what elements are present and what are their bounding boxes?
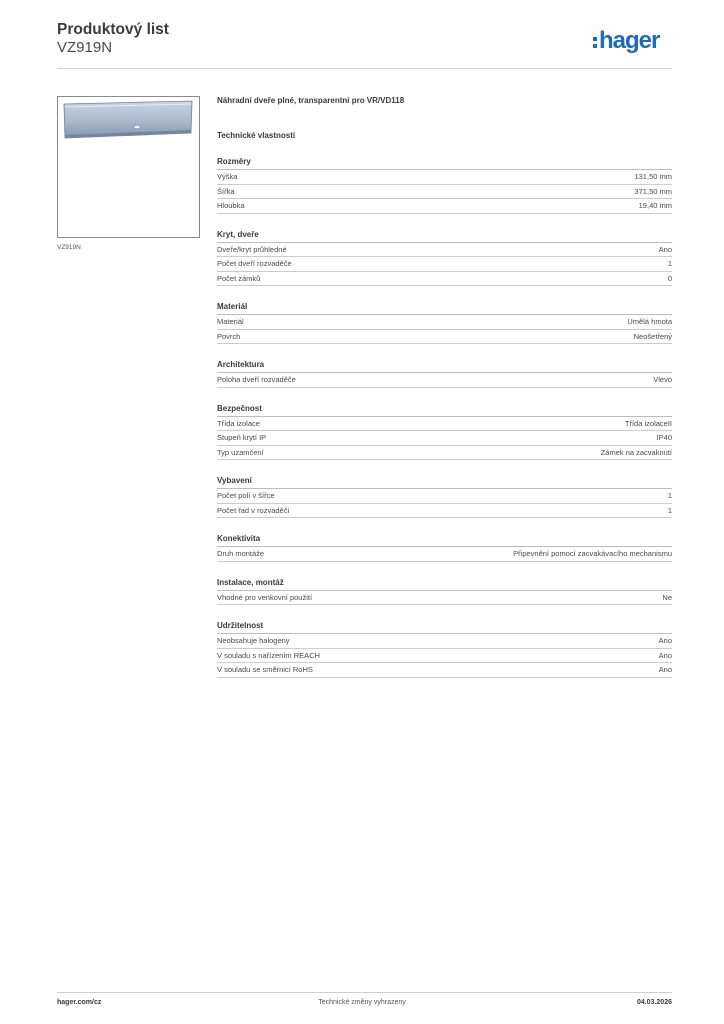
- spec-group-title: Kryt, dveře: [217, 229, 672, 243]
- spec-value: IP40: [656, 433, 672, 443]
- spec-value: Připevnění pomocí zacvakávacího mechanismu: [513, 549, 672, 559]
- spec-group: [217, 301, 672, 344]
- spec-group: [217, 533, 672, 562]
- spec-label: Vhodné pro venkovní použití: [217, 592, 313, 602]
- spec-row: [217, 547, 672, 562]
- spec-row: [217, 663, 672, 678]
- spec-value: Neošetřený: [633, 331, 672, 341]
- spec-group: [217, 620, 672, 678]
- spec-value: 19,40 mm: [638, 201, 672, 211]
- page-title: Produktový list: [57, 21, 169, 38]
- spec-value: Ano: [658, 650, 672, 660]
- spec-row: [217, 199, 672, 214]
- header-divider: [57, 68, 672, 69]
- spec-label: Počet dveří rozvaděče: [217, 259, 292, 269]
- spec-group: [217, 403, 672, 461]
- spec-group-title: Instalace, montáž: [217, 577, 672, 591]
- specs-heading: Technické vlastnosti: [217, 131, 296, 140]
- spec-group-title: Rozměry: [217, 156, 672, 170]
- spec-label: Počet řad v rozvaděči: [217, 505, 290, 515]
- spec-row: [217, 446, 672, 461]
- spec-value: Ne: [662, 592, 672, 602]
- spec-value: 0: [667, 273, 672, 283]
- spec-value: 371,50 mm: [634, 186, 672, 196]
- spec-group-title: Architektura: [217, 359, 672, 373]
- footer-date: 04.03.2026: [636, 999, 672, 1006]
- spec-label: Výška: [217, 172, 238, 182]
- product-code: VZ919N: [57, 39, 113, 56]
- spec-row: [217, 431, 672, 446]
- spec-row: [217, 257, 672, 272]
- spec-label: V souladu se směrnicí RoHS: [217, 665, 313, 675]
- spec-value: 1: [667, 259, 672, 269]
- spec-group-title: Bezpečnost: [217, 403, 672, 417]
- footer-notice: Technické změny vyhrazeny: [318, 999, 406, 1006]
- spec-group: [217, 475, 672, 518]
- spec-group: [217, 359, 672, 388]
- spec-group: [217, 156, 672, 214]
- spec-row: [217, 185, 672, 200]
- spec-value: Vlevo: [653, 375, 672, 385]
- spec-label: Počet zámků: [217, 273, 261, 283]
- spec-group: [217, 229, 672, 287]
- spec-label: Typ uzamčení: [217, 447, 264, 457]
- product-door-illustration: [58, 97, 199, 237]
- footer-divider: [57, 992, 672, 993]
- image-caption: VZ919N: [57, 244, 81, 251]
- spec-row: [217, 634, 672, 649]
- spec-value: Ano: [658, 665, 672, 675]
- spec-group-title: Vybavení: [217, 475, 672, 489]
- spec-label: Hloubka: [217, 201, 245, 211]
- product-image: [57, 96, 200, 238]
- spec-value: Zámek na zacvaknutí: [600, 447, 672, 457]
- spec-row: [217, 373, 672, 388]
- hager-logo: [593, 28, 659, 54]
- spec-group-title: Materiál: [217, 301, 672, 315]
- spec-value: 1: [667, 491, 672, 501]
- spec-row: [217, 649, 672, 664]
- spec-label: Druh montáže: [217, 549, 265, 559]
- logo-wordmark: hager: [599, 27, 660, 54]
- spec-row: [217, 591, 672, 606]
- spec-row: [217, 170, 672, 185]
- spec-row: [217, 315, 672, 330]
- spec-row: [217, 489, 672, 504]
- spec-value: Umělá hmota: [627, 317, 672, 327]
- spec-groups: [217, 156, 672, 678]
- spec-group-title: Konektivita: [217, 533, 672, 547]
- spec-row: [217, 417, 672, 432]
- spec-label: Šířka: [217, 186, 235, 196]
- spec-row: [217, 504, 672, 519]
- spec-group-title: Udržitelnost: [217, 620, 672, 634]
- spec-value: Třída izolaceII: [624, 418, 672, 428]
- spec-value: 131,50 mm: [634, 172, 672, 182]
- spec-label: Třída izolace: [217, 418, 260, 428]
- spec-value: Ano: [658, 244, 672, 254]
- spec-row: [217, 330, 672, 345]
- spec-row: [217, 272, 672, 287]
- spec-section: [217, 94, 672, 678]
- product-description: Náhradní dveře plné, transparentní pro VR/VD118: [217, 96, 405, 105]
- spec-label: Neobsahuje halogeny: [217, 636, 290, 646]
- spec-label: V souladu s nařízením REACH: [217, 650, 320, 660]
- spec-label: Počet polí v šířce: [217, 491, 275, 501]
- spec-value: Ano: [658, 636, 672, 646]
- spec-label: Poloha dveří rozvaděče: [217, 375, 296, 385]
- logo-dots-icon: [593, 37, 597, 48]
- spec-label: Dveře/kryt průhledné: [217, 244, 287, 254]
- spec-label: Stupeň krytí IP: [217, 433, 267, 443]
- spec-label: Materiál: [217, 317, 244, 327]
- spec-group: [217, 577, 672, 606]
- footer-website: hager.com/cz: [57, 999, 102, 1006]
- spec-label: Povrch: [217, 331, 241, 341]
- spec-row: [217, 243, 672, 258]
- spec-value: 1: [667, 505, 672, 515]
